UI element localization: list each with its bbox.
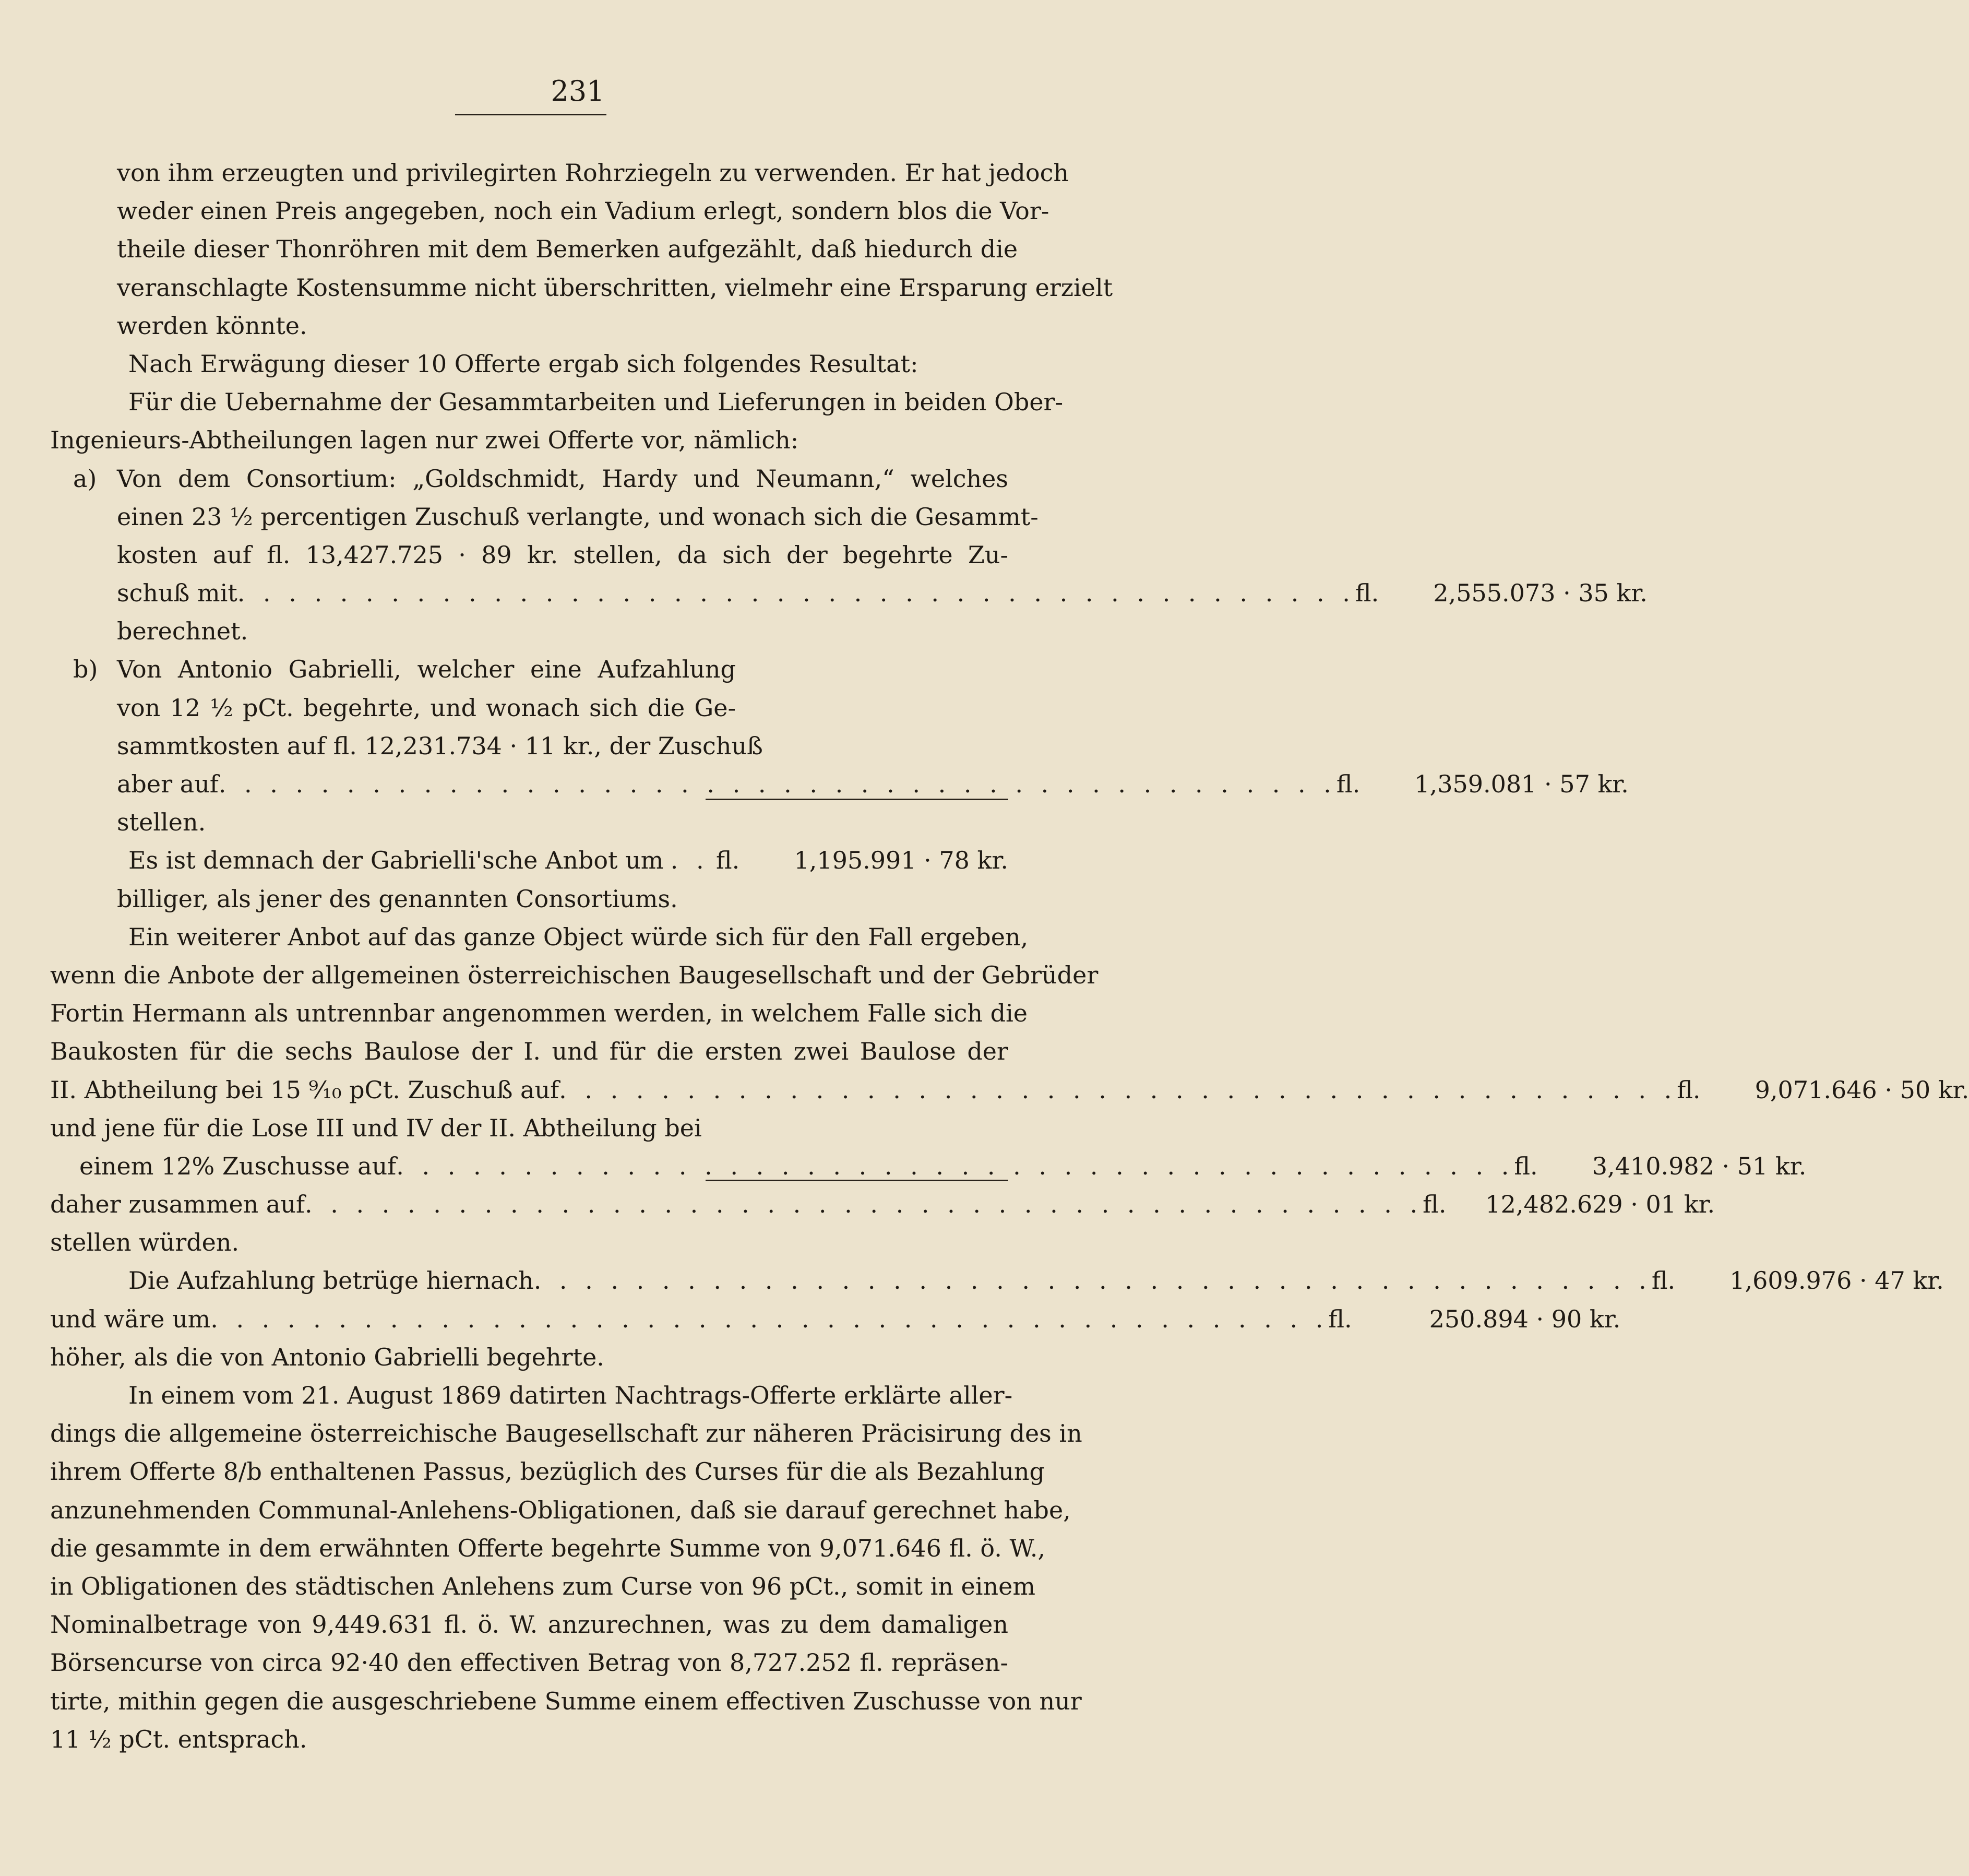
- item-a-amount-text: schuß mit: [117, 579, 237, 608]
- dot-leader: [219, 765, 1336, 803]
- dot-leader: [305, 1185, 1423, 1224]
- calc-line: [50, 1262, 1944, 1300]
- calc-amount: [1423, 1185, 1715, 1224]
- currency: fl.: [1423, 1190, 1447, 1219]
- text-line: werden könnte.: [117, 311, 307, 340]
- amount-value: 3,410.982 · 51 kr.: [1592, 1151, 1807, 1180]
- difference-amount: [716, 841, 1008, 880]
- calc-amount: [1652, 1262, 1944, 1300]
- dot-leader: [534, 1262, 1652, 1300]
- page-body: [50, 154, 1969, 1759]
- text-line: Nominalbetrage von 9,449.631 fl. ö. W. anzurechnen, was zu dem damaligen: [50, 1610, 1008, 1639]
- amount-value: 9,071.646 · 50 kr.: [1755, 1075, 1969, 1104]
- text-line: 11 ½ pCt. entsprach.: [50, 1725, 307, 1753]
- text-line: tirte, mithin gegen die ausgeschriebene Summe einem effectiven Zuschusse von nur: [50, 1687, 1082, 1715]
- text-line: und jene für die Lose III und IV der II. Abtheilung bei: [50, 1113, 702, 1142]
- page-number-rule: [455, 114, 606, 115]
- dot-leader: [210, 1300, 1328, 1338]
- text-line: theile dieser Thonröhren mit dem Bemerken aufgezählt, daß hiedurch die: [117, 235, 1018, 264]
- dot-leader: . .: [670, 846, 709, 875]
- text-line: veranschlagte Kostensumme nicht überschritten, vielmehr eine Ersparung erzielt: [117, 273, 1113, 302]
- calc-text: einem 12% Zuschusse auf: [79, 1151, 397, 1180]
- text-line: die gesammte in dem erwähnten Offerte begehrte Summe von 9,071.646 fl. ö. W.,: [50, 1534, 1046, 1562]
- currency: fl.: [716, 846, 740, 875]
- text-line: Von dem Consortium: „Goldschmidt, Hardy und Neumann,“ welches: [117, 464, 1008, 493]
- text-line: von ihm erzeugten und privilegirten Rohrziegeln zu verwenden. Er hat jedoch: [117, 159, 1069, 187]
- calc-amount: [1677, 1071, 1969, 1109]
- text-line: Für die Uebernahme der Gesammtarbeiten und Lieferungen in beiden Ober-: [128, 388, 1064, 417]
- item-b-amount-line: [50, 765, 1629, 803]
- text-line: sammtkosten auf fl. 12,231.734 · 11 kr., der Zuschuß: [117, 731, 763, 760]
- text-line: stellen würden.: [50, 1228, 240, 1257]
- item-a-amount: [1355, 574, 1648, 612]
- text-line: von 12 ½ pCt. begehrte, und wonach sich die Ge-: [117, 693, 736, 722]
- amount-value: 2,555.073 · 35 kr.: [1433, 579, 1648, 608]
- currency: fl.: [1514, 1151, 1538, 1180]
- amount-value: 1,609.976 · 47 kr.: [1729, 1266, 1944, 1295]
- dot-leader: [559, 1071, 1677, 1109]
- text-line: Börsencurse von circa 92·40 den effectiven Betrag von 8,727.252 fl. repräsen-: [50, 1648, 1008, 1677]
- page-number: 231: [551, 75, 605, 108]
- text-line: kosten auf fl. 13,427.725 · 89 kr. stellen, da sich der begehrte Zu-: [117, 540, 1008, 569]
- calc-text: daher zusammen auf: [50, 1190, 305, 1219]
- text-line: In einem vom 21. August 1869 datirten Nachtrags-Offerte erklärte aller-: [128, 1381, 1013, 1409]
- item-a-label: a): [73, 464, 97, 493]
- difference-line: [50, 841, 1008, 880]
- text-line: dings die allgemeine österreichische Baugesellschaft zur näheren Präcisirung des in: [50, 1419, 1082, 1448]
- text-line: Baukosten für die sechs Baulose der I. und für die ersten zwei Baulose der: [50, 1037, 1008, 1066]
- text-line: berechnet.: [117, 617, 248, 646]
- item-a-amount-line: [50, 574, 1648, 612]
- dot-leader: [237, 574, 1355, 612]
- item-b-label: b): [73, 655, 98, 684]
- calc-line: [50, 1300, 1621, 1338]
- text-line: billiger, als jener des genannten Consortiums.: [117, 884, 678, 913]
- text-line: anzunehmenden Communal-Anlehens-Obligationen, daß sie darauf gerechnet habe,: [50, 1495, 1071, 1524]
- currency: fl.: [1336, 770, 1361, 798]
- currency: fl.: [1651, 1266, 1676, 1295]
- text-line: wenn die Anbote der allgemeinen österreichischen Baugesellschaft und der Gebrüder: [50, 960, 1099, 989]
- sum-rule: [706, 1180, 1008, 1181]
- amount-value: 1,359.081 · 57 kr.: [1414, 770, 1629, 798]
- difference-text: Es ist demnach der Gabrielli'sche Anbot um: [128, 846, 664, 875]
- calc-text: II. Abtheilung bei 15 ⁹⁄₁₀ pCt. Zuschuß auf: [50, 1075, 559, 1104]
- item-b-amount: [1336, 765, 1629, 803]
- amount-value: 1,195.991 · 78 kr.: [794, 846, 1008, 875]
- text-line: [50, 689, 1008, 727]
- item-b-amount-text: aber auf: [117, 770, 219, 798]
- currency: fl.: [1677, 1075, 1701, 1104]
- calc-line: [50, 1147, 1807, 1185]
- item-a-line: [50, 460, 1008, 498]
- currency: fl.: [1328, 1304, 1352, 1333]
- text-line: Fortin Hermann als untrennbar angenommen werden, in welchem Falle sich die: [50, 999, 1028, 1028]
- text-line: Von Antonio Gabrielli, welcher eine Aufzahlung: [117, 655, 736, 684]
- calc-text: und wäre um: [50, 1304, 211, 1333]
- text-line: einen 23 ½ percentigen Zuschuß verlangte, und wonach sich die Gesammt-: [117, 502, 1039, 531]
- currency: fl.: [1355, 579, 1379, 608]
- calc-amount: [1328, 1300, 1620, 1338]
- text-line: Ingenieurs-Abtheilungen lagen nur zwei Offerte vor, nämlich:: [50, 426, 799, 455]
- text-line: weder einen Preis angegeben, noch ein Vadium erlegt, sondern blos die Vor-: [117, 197, 1049, 225]
- calc-line: [50, 1071, 1969, 1109]
- text-line: höher, als die von Antonio Gabrielli begehrte.: [50, 1343, 604, 1371]
- calc-text: Die Aufzahlung betrüge hiernach: [128, 1266, 534, 1295]
- calc-amount: [1514, 1147, 1806, 1185]
- result-intro: Nach Erwägung dieser 10 Offerte ergab sich folgendes Resultat:: [128, 349, 918, 378]
- amount-value: 250.894 · 90 kr.: [1429, 1304, 1621, 1333]
- text-line: [50, 727, 1008, 765]
- calc-total-line: [50, 1185, 1715, 1224]
- amount-value: 12,482.629 · 01 kr.: [1485, 1190, 1715, 1219]
- text-line: ihrem Offerte 8/b enthaltenen Passus, bezüglich des Curses für die als Bezahlung: [50, 1457, 1045, 1486]
- text-line: stellen.: [117, 808, 206, 837]
- item-b-line: [50, 650, 1008, 688]
- text-line: in Obligationen des städtischen Anlehens zum Curse von 96 pCt., somit in einem: [50, 1572, 1035, 1600]
- text-line: Ein weiterer Anbot auf das ganze Object würde sich für den Fall ergeben,: [128, 922, 1029, 951]
- sum-rule: [706, 799, 1008, 800]
